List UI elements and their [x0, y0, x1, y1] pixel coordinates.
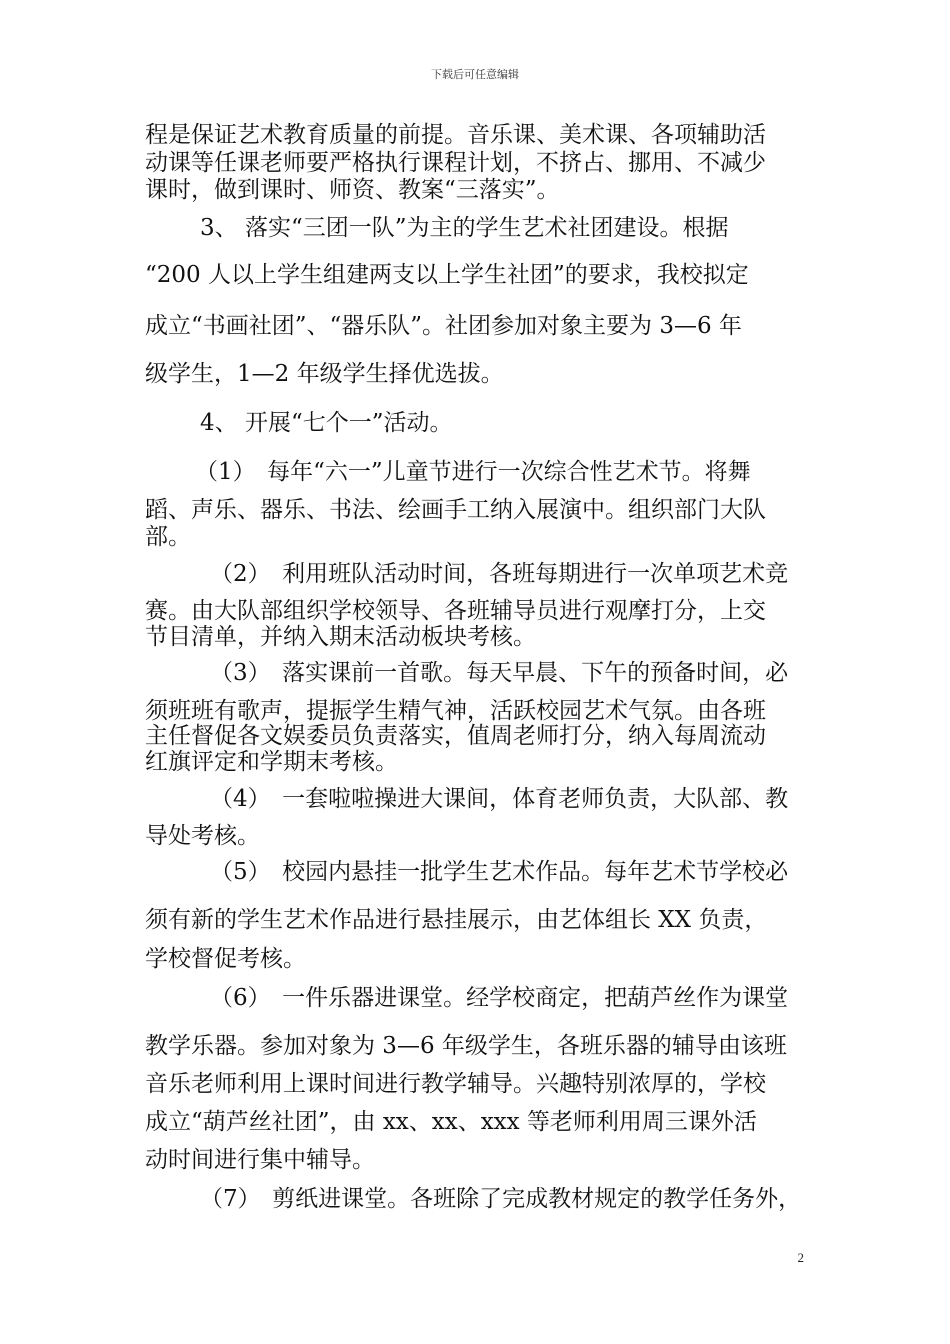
text-line: 级学生，1—2 年级学生择优选拔。: [145, 361, 504, 387]
text-line: 课时，做到课时、师资、教案“三落实”。: [145, 177, 560, 203]
text-line: （1） 每年“六一”儿童节进行一次综合性艺术节。将舞: [195, 459, 751, 485]
text-line: （7） 剪纸进课堂。各班除了完成教材规定的教学任务外，: [200, 1186, 802, 1212]
text-line: （4） 一套啦啦操进大课间，体育老师负责，大队部、教: [210, 786, 789, 812]
text-line: （5） 校园内悬挂一批学生艺术作品。每年艺术节学校必: [210, 859, 789, 885]
text-line: 导处考核。: [145, 823, 260, 849]
text-line: 红旗评定和学期末考核。: [145, 749, 398, 775]
text-line: 3、 落实“三团一队”为主的学生艺术社团建设。根据: [200, 215, 729, 241]
text-line: 蹈、声乐、器乐、书法、绘画手工纳入展演中。组织部门大队: [145, 497, 766, 523]
text-line: 程是保证艺术教育质量的前提。音乐课、美术课、各项辅助活: [145, 122, 766, 148]
text-line: 音乐老师利用上课时间进行教学辅导。兴趣特别浓厚的，学校: [145, 1071, 766, 1097]
text-line: 动时间进行集中辅导。: [145, 1147, 375, 1173]
text-line: 成立“葫芦丝社团”，由 xx、xx、xxx 等老师利用周三课外活: [145, 1109, 757, 1135]
text-line: 须班班有歌声，提振学生精气神，活跃校园艺术气氛。由各班: [145, 698, 766, 724]
text-line: 节目清单，并纳入期末活动板块考核。: [145, 624, 536, 650]
text-line: 学校督促考核。: [145, 946, 306, 972]
page-header: 下载后可任意编辑: [431, 68, 519, 81]
text-line: 赛。由大队部组织学校领导、各班辅导员进行观摩打分，上交: [145, 598, 766, 624]
text-line: 教学乐器。参加对象为 3—6 年级学生，各班乐器的辅导由该班: [145, 1033, 787, 1059]
text-line: 动课等任课老师要严格执行课程计划，不挤占、挪用、不减少: [145, 150, 766, 176]
text-line: 主任督促各文娱委员负责落实，值周老师打分，纳入每周流动: [145, 723, 766, 749]
text-line: 4、 开展“七个一”活动。: [200, 410, 453, 436]
page-number: 2: [797, 1250, 804, 1265]
text-line: 部。: [145, 524, 191, 550]
text-line: （6） 一件乐器进课堂。经学校商定，把葫芦丝作为课堂: [210, 985, 789, 1011]
text-line: （3） 落实课前一首歌。每天早晨、下午的预备时间，必: [210, 660, 789, 686]
text-line: （2） 利用班队活动时间，各班每期进行一次单项艺术竞: [210, 561, 789, 587]
text-line: “200 人以上学生组建两支以上学生社团”的要求，我校拟定: [145, 262, 749, 288]
text-line: 须有新的学生艺术作品进行悬挂展示，由艺体组长 XX 负责，: [145, 907, 768, 933]
text-line: 成立“书画社团”、“器乐队”。社团参加对象主要为 3—6 年: [145, 313, 742, 339]
